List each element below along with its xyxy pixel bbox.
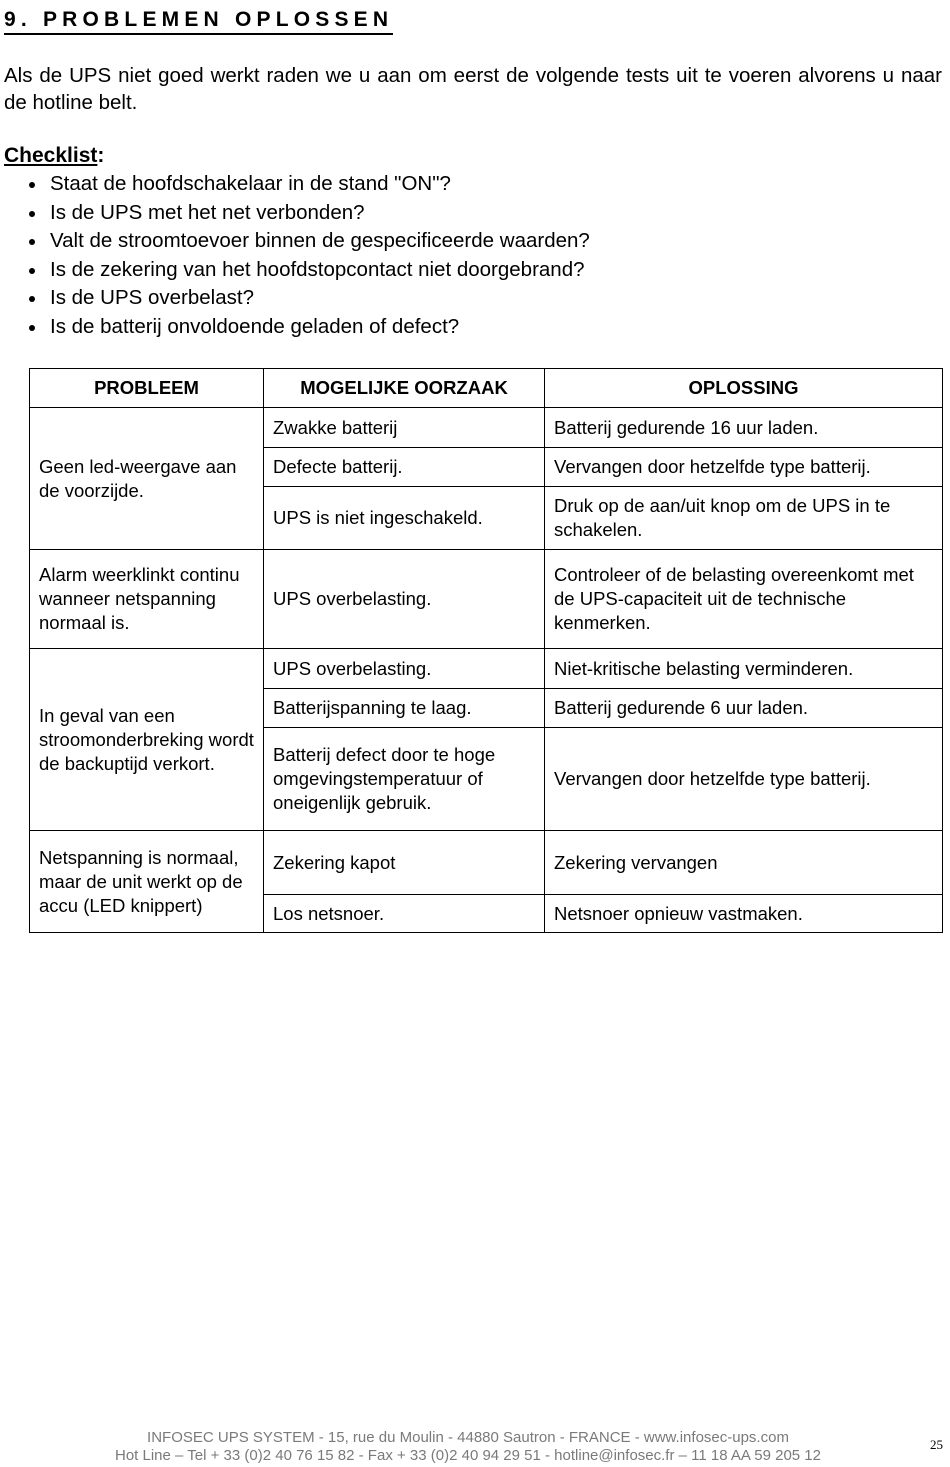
header-mogelijke-oorzaak: MOGELIJKE OORZAAK: [264, 369, 545, 408]
footer-contact: Hot Line – Tel + 33 (0)2 40 76 15 82 - Fax + 33 (0)2 40 94 29 51 - hotline@infosec.fr – 11 18 AA 59 205 12: [115, 1447, 821, 1464]
solution-cell: Vervangen door hetzelfde type batterij.: [545, 448, 943, 487]
solution-cell: Vervangen door hetzelfde type batterij.: [545, 728, 943, 831]
solution-cell: Druk op de aan/uit knop om de UPS in te schakelen.: [545, 487, 943, 550]
section-heading: 9. PROBLEMEN OPLOSSEN: [4, 8, 393, 35]
solution-cell: Batterij gedurende 16 uur laden.: [545, 408, 943, 448]
problem-cell: Alarm weerklinkt continu wanneer netspanning normaal is.: [30, 550, 264, 649]
checklist-item: Is de UPS met het net verbonden?: [0, 199, 590, 228]
checklist-item: Is de UPS overbelast?: [0, 284, 590, 313]
solution-cell: Controleer of de belasting overeenkomt met de UPS-capaciteit uit de technische kenmerken.: [545, 550, 943, 649]
footer-address: INFOSEC UPS SYSTEM - 15, rue du Moulin - 44880 Sautron - FRANCE - www.infosec-ups.com: [147, 1429, 789, 1446]
table-row: [30, 408, 943, 448]
solution-cell: Zekering vervangen: [545, 831, 943, 895]
problem-cell: Netspanning is normaal, maar de unit werkt op de accu (LED knippert): [30, 831, 264, 933]
table-header-row: [30, 369, 943, 408]
checklist: [0, 170, 590, 342]
checklist-label: Checklist: [4, 144, 98, 167]
solution-cell: Niet-kritische belasting verminderen.: [545, 649, 943, 689]
problem-cell: In geval van een stroomonderbreking wordt de backuptijd verkort.: [30, 649, 264, 831]
troubleshooting-table: [29, 368, 943, 933]
checklist-item: Is de batterij onvoldoende geladen of defect?: [0, 313, 590, 342]
problem-cell: Geen led-weergave aan de voorzijde.: [30, 408, 264, 550]
cause-cell: Defecte batterij.: [264, 448, 545, 487]
table-row: [30, 649, 943, 689]
solution-cell: Netsnoer opnieuw vastmaken.: [545, 895, 943, 933]
table-row: [30, 831, 943, 895]
header-oplossing: OPLOSSING: [545, 369, 943, 408]
cause-cell: UPS overbelasting.: [264, 649, 545, 689]
checklist-item: Is de zekering van het hoofdstopcontact niet doorgebrand?: [0, 256, 590, 285]
cause-cell: UPS is niet ingeschakeld.: [264, 487, 545, 550]
cause-cell: UPS overbelasting.: [264, 550, 545, 649]
intro-paragraph: Als de UPS niet goed werkt raden we u aan om eerst de volgende tests uit te voeren alvorens u naar de hotline belt.: [4, 64, 942, 114]
page-number: 25: [930, 1437, 943, 1452]
checklist-colon: :: [97, 144, 105, 167]
solution-cell: Batterij gedurende 6 uur laden.: [545, 689, 943, 728]
cause-cell: Zwakke batterij: [264, 408, 545, 448]
checklist-heading: [4, 142, 104, 169]
table-row: [30, 550, 943, 649]
cause-cell: Batterij defect door te hoge omgevingstemperatuur of oneigenlijk gebruik.: [264, 728, 545, 831]
cause-cell: Batterijspanning te laag.: [264, 689, 545, 728]
cause-cell: Zekering kapot: [264, 831, 545, 895]
header-probleem: PROBLEEM: [30, 369, 264, 408]
checklist-item: Staat de hoofdschakelaar in de stand "ON"?: [0, 170, 590, 199]
checklist-item: Valt de stroomtoevoer binnen de gespecificeerde waarden?: [0, 227, 590, 256]
cause-cell: Los netsnoer.: [264, 895, 545, 933]
